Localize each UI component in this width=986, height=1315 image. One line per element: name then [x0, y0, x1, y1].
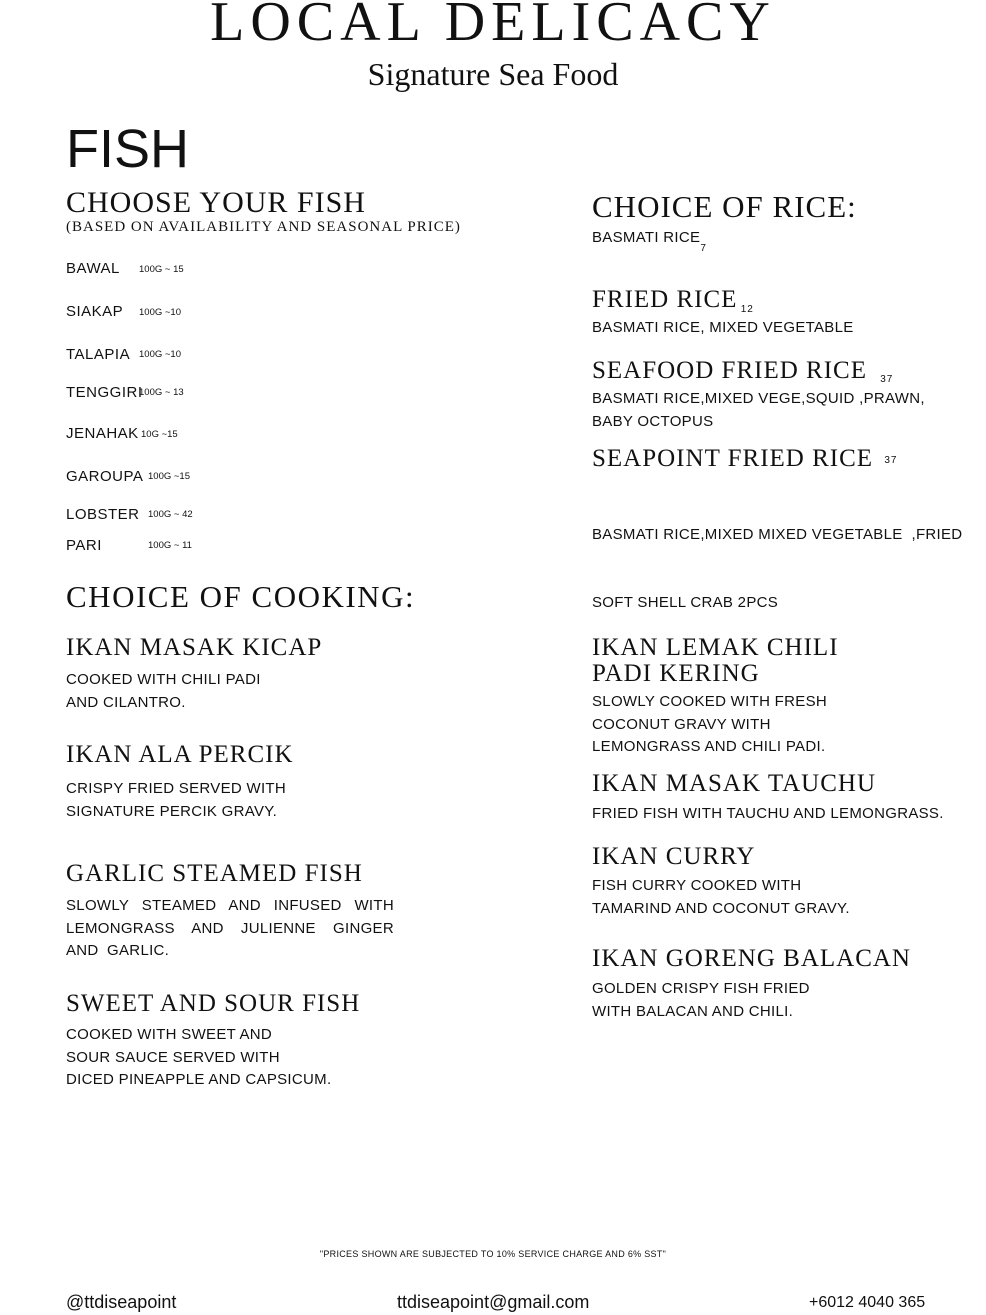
desc-line: SLOWLY COOKED WITH FRESH	[592, 693, 828, 710]
fish-price: 10G ~15	[141, 429, 178, 440]
garlic-steamed-fish-desc: SLOWLY STEAMED AND INFUSED WITH LEMONGRASS AND JULIENNE GINGER AND GARLIC.	[66, 897, 394, 959]
seapoint-fried-rice-name: SEAPOINT FRIED RICE	[592, 445, 874, 472]
fried-rice-item	[592, 287, 754, 313]
fish-heading: FISH	[66, 119, 190, 179]
fish-name: TALAPIA	[66, 346, 131, 363]
fish-name: SIAKAP	[66, 303, 124, 320]
fish-price: 100G ~ 13	[139, 387, 184, 398]
desc-line: LEMONGRASS AND CHILI PADI.	[592, 738, 826, 755]
ikan-lemak-chili-padi-kering-name	[592, 635, 839, 688]
fish-price: 100G ~10	[139, 307, 181, 318]
sweet-and-sour-fish-desc	[66, 1024, 331, 1092]
fried-rice-desc: BASMATI RICE, MIXED VEGETABLE	[592, 319, 854, 336]
desc-line: CRISPY FRIED SERVED WITH	[66, 780, 287, 797]
fried-rice-name: FRIED RICE	[592, 286, 738, 313]
ikan-ala-percik-desc	[66, 778, 286, 823]
choose-fish-note: (BASED ON AVAILABILITY AND SEASONAL PRICE)	[66, 219, 461, 235]
fish-name: GAROUPA	[66, 468, 144, 485]
desc-line: TAMARIND AND COCONUT GRAVY.	[592, 899, 850, 917]
seafood-fried-rice-desc	[592, 388, 925, 433]
ikan-masak-tauchu-desc	[592, 803, 944, 826]
fish-name: JENAHAK	[66, 425, 139, 442]
ikan-lemak-chili-padi-kering-desc	[592, 691, 827, 759]
ikan-masak-tauchu-name: IKAN MASAK TAUCHU	[592, 770, 876, 797]
desc-line: BASMATI RICE,MIXED VEGE,SQUID ,PRAWN,	[592, 390, 925, 407]
seafood-fried-rice-item	[592, 358, 893, 384]
seapoint-fried-rice-desc	[592, 479, 962, 637]
email-address: ttdiseapoint@gmail.com	[397, 1292, 590, 1312]
desc-line: WITH BALACAN AND CHILI.	[592, 1002, 794, 1020]
desc-line: SIGNATURE PERCIK GRAVY.	[66, 802, 278, 820]
fish-price: 100G ~ 11	[148, 540, 192, 551]
seafood-fried-rice-name: SEAFOOD FRIED RICE	[592, 357, 867, 384]
instagram-handle: @ttdiseapoint	[66, 1292, 177, 1312]
cooking-heading: CHOICE OF COOKING:	[66, 579, 416, 614]
seapoint-fried-rice-item	[592, 446, 897, 472]
ikan-curry-desc	[592, 875, 850, 920]
rice-heading: CHOICE OF RICE:	[592, 189, 857, 224]
name-line: IKAN LEMAK CHILI	[592, 634, 839, 661]
desc-line: BABY OCTOPUS	[592, 412, 714, 430]
price-disclaimer: "PRICES SHOWN ARE SUBJECTED TO 10% SERVICE CHARGE AND 6% SST"	[319, 1249, 667, 1259]
garlic-steamed-fish-name: GARLIC STEAMED FISH	[66, 860, 363, 887]
ikan-goreng-balacan-name: IKAN GORENG BALACAN	[592, 945, 911, 972]
fish-price: 100G ~ 42	[148, 509, 193, 520]
basmati-rice-item	[592, 227, 706, 252]
fish-name: TENGGIRI	[66, 384, 143, 401]
desc-line: FISH CURRY COOKED WITH	[592, 877, 802, 894]
desc-line: AND CILANTRO.	[66, 693, 186, 711]
fish-name: PARI	[66, 537, 102, 554]
desc-line: BASMATI RICE,MIXED MIXED VEGETABLE ,FRIED	[592, 526, 963, 543]
menu-subtitle: Signature Sea Food	[367, 56, 619, 92]
basmati-rice-price: 7	[700, 243, 707, 254]
fish-name: LOBSTER	[66, 506, 140, 523]
fried-rice-price: 12	[740, 304, 754, 315]
desc-line: SOFT SHELL CRAB 2PCS	[592, 593, 779, 611]
phone-number: +6012 4040 365	[809, 1294, 926, 1311]
seapoint-fried-rice-price: 37	[884, 455, 898, 466]
desc-line: FRIED FISH WITH TAUCHU AND LEMONGRASS.	[592, 805, 944, 822]
menu-title: LOCAL DELICACY	[210, 0, 776, 53]
desc-line: COCONUT GRAVY WITH	[592, 715, 771, 733]
desc-line: GOLDEN CRISPY FISH FRIED	[592, 980, 810, 997]
choose-fish-heading: CHOOSE YOUR FISH	[66, 186, 366, 219]
ikan-curry-name: IKAN CURRY	[592, 843, 756, 870]
name-line: PADI KERING	[592, 660, 760, 688]
ikan-masak-kicap-name: IKAN MASAK KICAP	[66, 634, 323, 661]
seafood-fried-rice-price: 37	[880, 374, 894, 385]
ikan-ala-percik-name: IKAN ALA PERCIK	[66, 741, 294, 768]
ikan-goreng-balacan-desc	[592, 978, 810, 1023]
ikan-masak-kicap-desc	[66, 669, 261, 714]
fish-price: 100G ~15	[148, 471, 190, 482]
fish-name: BAWAL	[66, 260, 120, 277]
sweet-and-sour-fish-name: SWEET AND SOUR FISH	[66, 990, 361, 1017]
fish-price: 100G ~ 15	[139, 264, 184, 275]
fish-price: 100G ~10	[139, 349, 181, 360]
desc-line: DICED PINEAPPLE AND CAPSICUM.	[66, 1071, 332, 1088]
desc-line: SOUR SAUCE SERVED WITH	[66, 1048, 280, 1066]
desc-line: COOKED WITH SWEET AND	[66, 1026, 273, 1043]
basmati-rice-name: BASMATI RICE	[592, 229, 701, 246]
desc-line: COOKED WITH CHILI PADI	[66, 671, 261, 688]
